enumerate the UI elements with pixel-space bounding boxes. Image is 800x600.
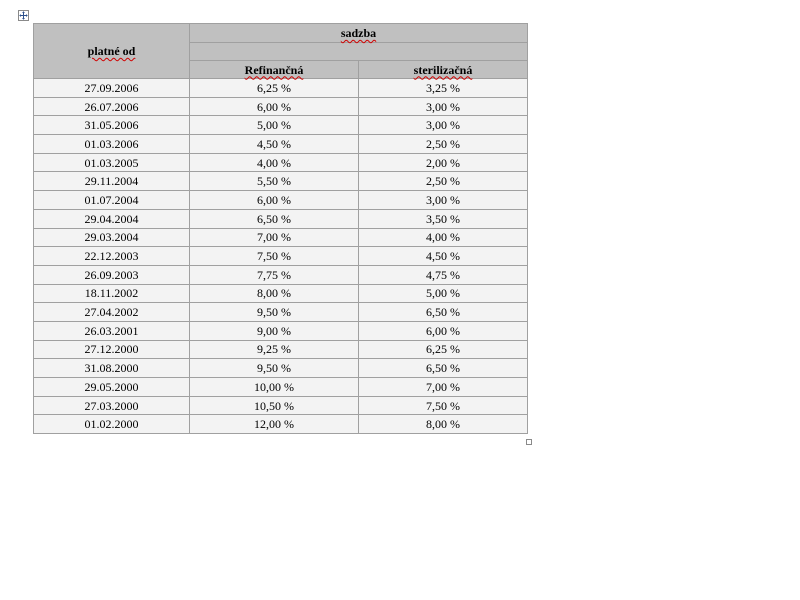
cell-refinancing-rate: 9,50 %: [190, 359, 359, 378]
cell-date: 01.02.2000: [34, 415, 190, 434]
header-refinancing: [190, 61, 359, 79]
cell-sterilization-rate: 3,25 %: [359, 79, 528, 98]
cell-sterilization-rate: 3,00 %: [359, 97, 528, 116]
cell-sterilization-rate: 4,50 %: [359, 247, 528, 266]
cell-date: 29.05.2000: [34, 378, 190, 397]
header-refinancing-label: Refinančná: [244, 62, 304, 77]
cell-refinancing-rate: 9,25 %: [190, 340, 359, 359]
cell-date: 26.03.2001: [34, 321, 190, 340]
cell-sterilization-rate: 3,00 %: [359, 116, 528, 135]
cell-refinancing-rate: 6,00 %: [190, 191, 359, 210]
cell-sterilization-rate: 8,00 %: [359, 415, 528, 434]
header-valid-from: [34, 24, 190, 79]
table-row: [34, 209, 528, 228]
table-row: [34, 79, 528, 98]
table-row: [34, 415, 528, 434]
header-valid-from-label: platné od: [87, 44, 136, 58]
cell-refinancing-rate: 10,00 %: [190, 378, 359, 397]
cell-sterilization-rate: 2,50 %: [359, 135, 528, 154]
cell-sterilization-rate: 4,75 %: [359, 265, 528, 284]
cell-date: 27.12.2000: [34, 340, 190, 359]
header-blank-row: [190, 43, 528, 61]
cell-sterilization-rate: 4,00 %: [359, 228, 528, 247]
cell-refinancing-rate: 5,50 %: [190, 172, 359, 191]
cell-sterilization-rate: 5,00 %: [359, 284, 528, 303]
cell-date: 01.03.2005: [34, 153, 190, 172]
cell-refinancing-rate: 6,25 %: [190, 79, 359, 98]
cell-sterilization-rate: 6,25 %: [359, 340, 528, 359]
cell-refinancing-rate: 7,75 %: [190, 265, 359, 284]
move-arrows-icon: [19, 11, 28, 20]
header-sterilization-label: sterilizačná: [413, 62, 473, 77]
header-rate-group: [190, 24, 528, 43]
cell-refinancing-rate: 9,50 %: [190, 303, 359, 322]
table-row: [34, 265, 528, 284]
cell-refinancing-rate: 9,00 %: [190, 321, 359, 340]
cell-sterilization-rate: 3,00 %: [359, 191, 528, 210]
table-row: [34, 172, 528, 191]
table-row: [34, 340, 528, 359]
table-row: [34, 116, 528, 135]
cell-refinancing-rate: 10,50 %: [190, 396, 359, 415]
table-row: [34, 396, 528, 415]
cell-date: 29.03.2004: [34, 228, 190, 247]
cell-date: 27.04.2002: [34, 303, 190, 322]
interest-rates-table: [33, 23, 528, 434]
cell-date: 31.08.2000: [34, 359, 190, 378]
table-row: [34, 303, 528, 322]
table-row: [34, 321, 528, 340]
cell-sterilization-rate: 2,00 %: [359, 153, 528, 172]
cell-sterilization-rate: 6,50 %: [359, 359, 528, 378]
cell-date: 27.03.2000: [34, 396, 190, 415]
cell-refinancing-rate: 4,50 %: [190, 135, 359, 154]
cell-sterilization-rate: 2,50 %: [359, 172, 528, 191]
cell-date: 18.11.2002: [34, 284, 190, 303]
table-row: [34, 135, 528, 154]
cell-date: 29.11.2004: [34, 172, 190, 191]
table-row: [34, 153, 528, 172]
table-body: [34, 79, 528, 434]
cell-refinancing-rate: 6,50 %: [190, 209, 359, 228]
table-row: [34, 228, 528, 247]
cell-sterilization-rate: 6,00 %: [359, 321, 528, 340]
table-resize-handle[interactable]: [526, 439, 532, 445]
cell-date: 26.07.2006: [34, 97, 190, 116]
cell-refinancing-rate: 7,50 %: [190, 247, 359, 266]
table-row: [34, 247, 528, 266]
cell-sterilization-rate: 6,50 %: [359, 303, 528, 322]
cell-date: 29.04.2004: [34, 209, 190, 228]
header-rate-group-label: sadzba: [340, 26, 377, 40]
table-row: [34, 359, 528, 378]
table-move-handle[interactable]: [18, 10, 29, 21]
cell-refinancing-rate: 4,00 %: [190, 153, 359, 172]
cell-date: 27.09.2006: [34, 79, 190, 98]
table-row: [34, 191, 528, 210]
cell-date: 26.09.2003: [34, 265, 190, 284]
cell-sterilization-rate: 3,50 %: [359, 209, 528, 228]
cell-date: 31.05.2006: [34, 116, 190, 135]
table-row: [34, 284, 528, 303]
cell-date: 22.12.2003: [34, 247, 190, 266]
cell-refinancing-rate: 8,00 %: [190, 284, 359, 303]
header-sterilization: [359, 61, 528, 79]
cell-date: 01.07.2004: [34, 191, 190, 210]
cell-refinancing-rate: 6,00 %: [190, 97, 359, 116]
cell-sterilization-rate: 7,00 %: [359, 378, 528, 397]
table-row: [34, 97, 528, 116]
cell-sterilization-rate: 7,50 %: [359, 396, 528, 415]
table-row: [34, 378, 528, 397]
cell-refinancing-rate: 5,00 %: [190, 116, 359, 135]
cell-refinancing-rate: 12,00 %: [190, 415, 359, 434]
cell-date: 01.03.2006: [34, 135, 190, 154]
cell-refinancing-rate: 7,00 %: [190, 228, 359, 247]
